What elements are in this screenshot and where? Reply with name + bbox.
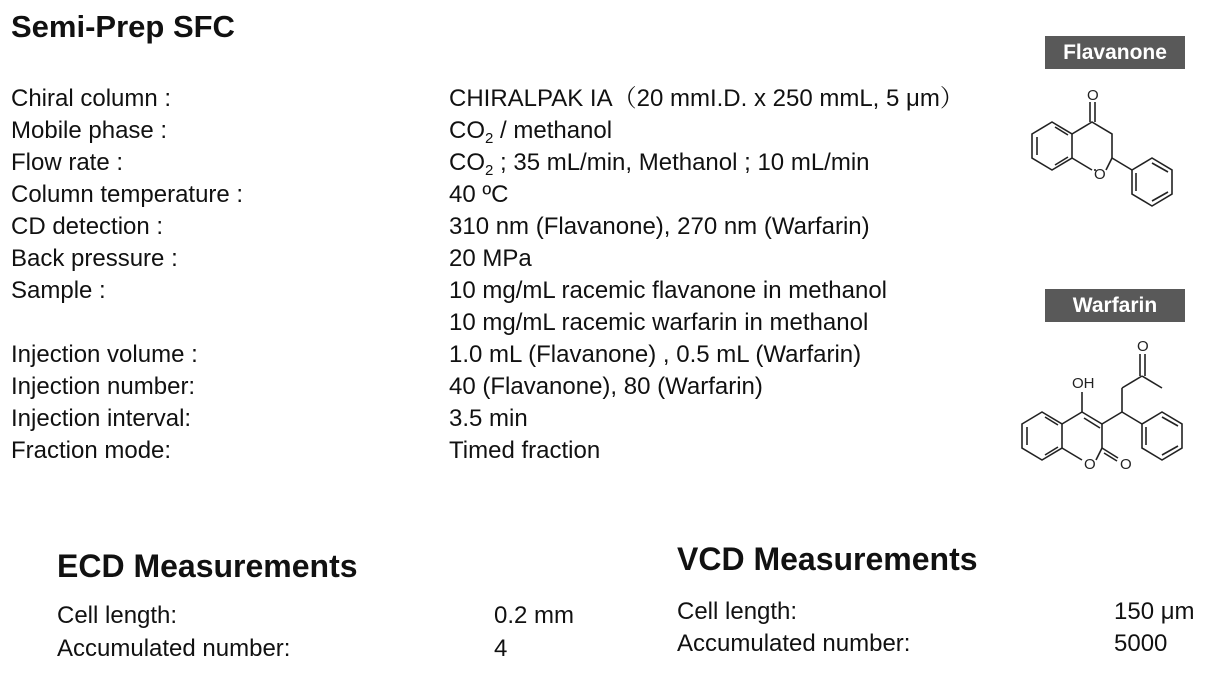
param-row-column-temperature [11,179,1011,211]
flavanone-ring-o: O [1094,166,1106,183]
ecd-title: ECD Measurements [57,548,358,584]
param-row-mobile-phase [11,115,1011,147]
param-label: Injection volume : [11,341,198,368]
flavanone-structure [1020,80,1210,220]
flavanone-bond [1106,158,1112,170]
warfarin-badge: Warfarin [1045,289,1185,322]
vcd-label-cell-length: Cell length: [677,598,798,625]
page-title: Semi-Prep SFC [11,9,235,44]
warfarin-double-bond [1084,418,1100,428]
param-label: Injection interval: [11,405,192,432]
param-value: CHIRALPAK IA（20 mmI.D. x 250 mmL, 5 μm） [449,85,964,112]
ecd-value-cell-length: 0.2 mm [494,602,575,629]
param-value [449,147,870,179]
param-value-pre: CO [449,149,485,176]
flavanone-bond [1072,158,1092,170]
vcd-value-accumulated-number: 5000 [1114,630,1168,657]
param-row-cd-detection [11,211,1011,243]
param-row-injection-interval [11,403,1011,435]
param-row-chiral-column [11,83,1011,115]
flavanone-pyranone-ring [1072,122,1112,158]
warfarin-bond [1096,448,1102,460]
param-value: 310 nm (Flavanone), 270 nm (Warfarin) [449,213,870,240]
ecd-label-cell-length: Cell length: [57,602,178,629]
warfarin-bond [1062,412,1082,424]
param-value-post: ; 35 mL/min, Methanol ; 10 mL/min [493,149,870,176]
param-value: 40 ºC [449,181,509,208]
param-value-sub: 2 [485,162,494,179]
ecd-label-accumulated-number: Accumulated number: [57,635,291,662]
flavanone-badge: Flavanone [1045,36,1185,69]
param-value: 10 mg/mL racemic warfarin in methanol [449,309,869,336]
param-value: Timed fraction [449,437,601,464]
ecd-value-accumulated-number: 4 [494,635,508,662]
param-row-sample-2 [11,307,1011,339]
warfarin-bond [1122,376,1142,388]
warfarin-ketone-o: O [1137,338,1149,355]
flavanone-double-bond [1152,163,1168,172]
parameter-list [11,83,1011,467]
warfarin-lactone-o: O [1120,456,1132,473]
flavanone-bond [1112,158,1132,170]
param-value-pre: CO [449,117,485,144]
param-value-post: / methanol [493,117,613,144]
warfarin-bond [1102,412,1122,424]
vcd-label-accumulated-number: Accumulated number: [677,630,911,657]
param-label: Mobile phase : [11,117,168,144]
flavanone-double-bond [1152,192,1168,201]
param-label: Chiral column : [11,85,172,112]
param-value: 20 MPa [449,245,532,272]
param-row-back-pressure [11,243,1011,275]
warfarin-benzene-ring [1022,412,1062,460]
warfarin-ring-o: O [1084,456,1096,473]
warfarin-phenyl-ring [1142,412,1182,460]
param-value [449,115,612,147]
param-value: 40 (Flavanone), 80 (Warfarin) [449,373,763,400]
param-label: Sample : [11,277,106,304]
param-label: Back pressure : [11,245,178,272]
param-row-injection-volume [11,339,1011,371]
param-label: Flow rate : [11,149,124,176]
param-label: Injection number: [11,373,196,400]
flavanone-benzene-ring [1032,122,1072,170]
param-value: 1.0 mL (Flavanone) , 0.5 mL (Warfarin) [449,341,862,368]
vcd-title: VCD Measurements [677,541,978,577]
param-row-fraction-mode [11,435,1011,467]
vcd-value-cell-length: 150 μm [1114,598,1195,625]
warfarin-bond [1122,412,1142,424]
warfarin-structure [1010,334,1215,479]
param-value-sub: 2 [485,130,494,147]
flavanone-phenyl-ring [1132,158,1172,206]
warfarin-bond [1062,448,1082,460]
param-row-injection-number [11,371,1011,403]
param-row-flow-rate [11,147,1011,179]
param-value: 3.5 min [449,405,528,432]
param-label: CD detection : [11,213,164,240]
flavanone-carbonyl-o: O [1087,87,1099,104]
param-value: 10 mg/mL racemic flavanone in methanol [449,277,887,304]
param-label: Fraction mode: [11,437,172,464]
warfarin-double-bond [1162,417,1178,426]
param-row-sample [11,275,1011,307]
warfarin-double-bond [1162,446,1178,455]
warfarin-bond [1142,376,1162,388]
warfarin-hydroxyl: OH [1072,375,1095,392]
param-label: Column temperature : [11,181,244,208]
